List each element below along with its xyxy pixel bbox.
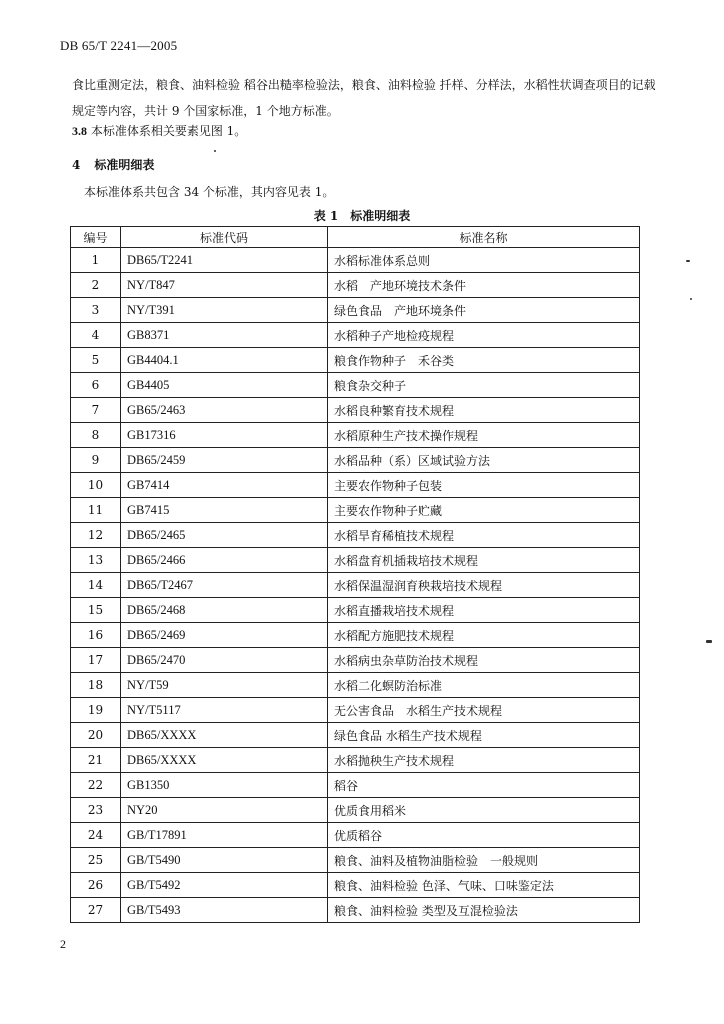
row-code: DB65/2465 <box>121 523 328 548</box>
table-header-row <box>71 227 640 248</box>
row-code: GB65/2463 <box>121 398 328 423</box>
row-number: 16 <box>71 623 121 648</box>
row-number: 27 <box>71 898 121 923</box>
row-number: 3 <box>71 298 121 323</box>
row-name: 优质食用稻米 <box>328 798 640 823</box>
row-number: 24 <box>71 823 121 848</box>
row-code: DB65/XXXX <box>121 723 328 748</box>
table-row <box>71 448 640 473</box>
row-code: GB7415 <box>121 498 328 523</box>
table-row <box>71 848 640 873</box>
row-name: 水稻良种繁育技术规程 <box>328 398 640 423</box>
row-number: 13 <box>71 548 121 573</box>
row-number: 4 <box>71 323 121 348</box>
table-row <box>71 873 640 898</box>
scan-speck <box>214 150 216 152</box>
row-number: 2 <box>71 273 121 298</box>
row-code: GB4404.1 <box>121 348 328 373</box>
table-row <box>71 898 640 923</box>
row-name: 稻谷 <box>328 773 640 798</box>
row-number: 12 <box>71 523 121 548</box>
row-code: GB/T17891 <box>121 823 328 848</box>
section-3-8 <box>72 122 246 139</box>
row-name: 水稻直播栽培技术规程 <box>328 598 640 623</box>
row-name: 水稻抛秧生产技术规程 <box>328 748 640 773</box>
row-code: GB7414 <box>121 473 328 498</box>
row-code: DB65/2468 <box>121 598 328 623</box>
row-name: 水稻保温湿润育秧栽培技术规程 <box>328 573 640 598</box>
row-number: 10 <box>71 473 121 498</box>
table-row <box>71 298 640 323</box>
row-number: 7 <box>71 398 121 423</box>
row-number: 23 <box>71 798 121 823</box>
scan-speck <box>686 260 690 262</box>
row-code: GB17316 <box>121 423 328 448</box>
table-row <box>71 698 640 723</box>
table-caption: 表 1 标准明细表 <box>313 209 411 223</box>
section-4-heading <box>72 156 154 173</box>
row-name: 水稻 产地环境技术条件 <box>328 273 640 298</box>
row-name: 主要农作物种子贮藏 <box>328 498 640 523</box>
header-number: 编号 <box>71 227 121 248</box>
row-code: DB65/2469 <box>121 623 328 648</box>
header-name: 标准名称 <box>328 227 640 248</box>
row-name: 水稻种子产地检疫规程 <box>328 323 640 348</box>
table-row <box>71 273 640 298</box>
row-name: 水稻旱育稀植技术规程 <box>328 523 640 548</box>
row-code: GB1350 <box>121 773 328 798</box>
row-name: 粮食作物种子 禾谷类 <box>328 348 640 373</box>
row-name: 主要农作物种子包装 <box>328 473 640 498</box>
row-number: 9 <box>71 448 121 473</box>
row-code: DB65/2466 <box>121 548 328 573</box>
table-row <box>71 673 640 698</box>
row-name: 水稻标准体系总则 <box>328 248 640 273</box>
row-name: 粮食杂交种子 <box>328 373 640 398</box>
table-row <box>71 348 640 373</box>
standards-table <box>70 226 640 923</box>
section-number: 3.8 <box>72 124 87 138</box>
table-row <box>71 748 640 773</box>
row-code: GB4405 <box>121 373 328 398</box>
table-row <box>71 473 640 498</box>
row-code: DB65/XXXX <box>121 748 328 773</box>
table-row <box>71 823 640 848</box>
table-row <box>71 773 640 798</box>
scan-speck <box>706 640 712 643</box>
row-name: 水稻病虫杂草防治技术规程 <box>328 648 640 673</box>
table-row <box>71 623 640 648</box>
row-name: 水稻配方施肥技术规程 <box>328 623 640 648</box>
row-number: 25 <box>71 848 121 873</box>
table-row <box>71 598 640 623</box>
row-code: GB/T5490 <box>121 848 328 873</box>
row-code: GB/T5493 <box>121 898 328 923</box>
row-name: 水稻原种生产技术操作规程 <box>328 423 640 448</box>
page-number: 2 <box>60 937 66 951</box>
row-code: DB65/T2467 <box>121 573 328 598</box>
row-code: GB8371 <box>121 323 328 348</box>
paragraph-text: 食比重测定法，粮食、油料检验 稻谷出糙率检验法，粮食、油料检验 扦样、分样法，水稻性状调查项目的记载规定等内容，共计 9 个国家标准，1 个地方标准。 <box>72 78 656 118</box>
row-number: 8 <box>71 423 121 448</box>
section-number: 4 <box>72 158 81 172</box>
row-code: NY/T847 <box>121 273 328 298</box>
row-name: 无公害食品 水稻生产技术规程 <box>328 698 640 723</box>
table-row <box>71 523 640 548</box>
row-name: 绿色食品 水稻生产技术规程 <box>328 723 640 748</box>
row-name: 粮食、油料检验 类型及互混检验法 <box>328 898 640 923</box>
row-number: 22 <box>71 773 121 798</box>
scan-speck <box>690 298 692 300</box>
row-code: NY/T391 <box>121 298 328 323</box>
table-row <box>71 373 640 398</box>
row-code: GB/T5492 <box>121 873 328 898</box>
row-name: 粮食、油料及植物油脂检验 一般规则 <box>328 848 640 873</box>
row-code: DB65/T2241 <box>121 248 328 273</box>
row-number: 14 <box>71 573 121 598</box>
header-code: 标准代码 <box>121 227 328 248</box>
row-code: NY20 <box>121 798 328 823</box>
table-row <box>71 423 640 448</box>
row-name: 优质稻谷 <box>328 823 640 848</box>
row-number: 18 <box>71 673 121 698</box>
row-number: 20 <box>71 723 121 748</box>
row-number: 15 <box>71 598 121 623</box>
table-row <box>71 323 640 348</box>
section-title: 标准明细表 <box>94 158 155 172</box>
table-row <box>71 248 640 273</box>
row-name: 水稻品种（系）区域试验方法 <box>328 448 640 473</box>
row-name: 绿色食品 产地环境条件 <box>328 298 640 323</box>
table-row <box>71 573 640 598</box>
table-row <box>71 648 640 673</box>
row-number: 1 <box>71 248 121 273</box>
row-number: 17 <box>71 648 121 673</box>
row-number: 21 <box>71 748 121 773</box>
intro-text: 本标准体系共包含 34 个标准，其内容见表 1。 <box>84 185 335 199</box>
row-number: 5 <box>71 348 121 373</box>
row-number: 6 <box>71 373 121 398</box>
row-name: 水稻盘育机插栽培技术规程 <box>328 548 640 573</box>
row-code: NY/T59 <box>121 673 328 698</box>
table-row <box>71 398 640 423</box>
table-row <box>71 798 640 823</box>
table-row <box>71 723 640 748</box>
table-row <box>71 548 640 573</box>
row-code: DB65/2470 <box>121 648 328 673</box>
section-text: 本标准体系相关要素见图 1。 <box>87 124 247 138</box>
table-body <box>71 248 640 923</box>
document-header: DB 65/T 2241—2005 <box>60 38 178 53</box>
row-number: 19 <box>71 698 121 723</box>
row-code: DB65/2459 <box>121 448 328 473</box>
row-name: 水稻二化螟防治标准 <box>328 673 640 698</box>
row-number: 26 <box>71 873 121 898</box>
row-code: NY/T5117 <box>121 698 328 723</box>
row-name: 粮食、油料检验 色泽、气味、口味鉴定法 <box>328 873 640 898</box>
table-row <box>71 498 640 523</box>
row-number: 11 <box>71 498 121 523</box>
